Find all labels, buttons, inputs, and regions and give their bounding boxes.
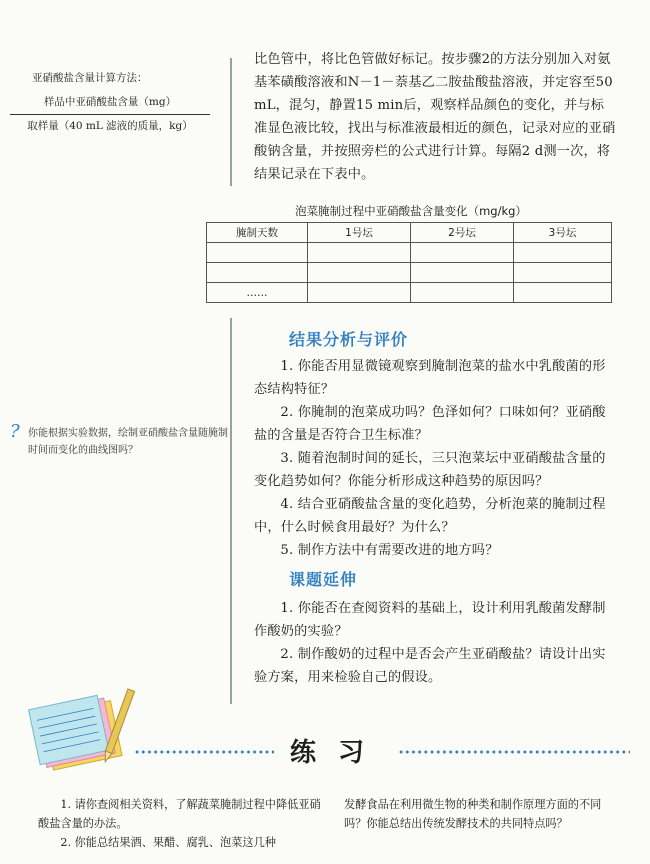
list-item: 2. 制作酸奶的过程中是否会产生亚硝酸盐？请设计出实验方案，用来检验自己的假设。 <box>254 647 606 685</box>
side-question <box>10 421 228 459</box>
list-item: 1. 你能否用显微镜观察到腌制泡菜的盐水中乳酸菌的形态结构特征？ <box>254 359 606 397</box>
exercise-title: 练习 <box>290 738 387 768</box>
intro-paragraph <box>254 48 616 186</box>
exercise-left-column <box>38 795 322 852</box>
list-item: 2. 你能总结果酒、果醋、腐乳、泡菜这几种 <box>60 836 276 849</box>
table-ellipsis: …… <box>207 283 308 303</box>
list-item: 5. 制作方法中有需要改进的地方吗？ <box>280 543 499 558</box>
table-header-cell: 腌制天数 <box>207 223 308 243</box>
table-caption: 泡菜腌制过程中亚硝酸盐含量变化（mg/kg） <box>295 204 527 218</box>
table-row <box>207 283 612 303</box>
list-item: 2. 你腌制的泡菜成功吗？色泽如何？口味如何？亚硝酸盐的含量是否符合卫生标准？ <box>254 405 606 443</box>
data-table <box>206 222 612 303</box>
question-text: 你能根据实验数据，绘制亚硝酸盐含量随腌制时间而变化的曲线图吗？ <box>28 428 228 456</box>
table-header-cell: 3号坛 <box>514 223 612 243</box>
dotted-divider <box>134 750 274 754</box>
formula-heading: 亚硝酸盐含量计算方法： <box>32 72 148 84</box>
sidebar-divider <box>230 58 232 186</box>
table-row <box>207 263 612 283</box>
sidebar-formula <box>10 70 220 134</box>
formula-fraction <box>10 94 210 134</box>
formula-numerator: 样品中亚硝酸盐含量（mg） <box>10 94 210 114</box>
table-header-cell: 2号坛 <box>411 223 514 243</box>
question-mark-icon: ? <box>10 421 20 442</box>
list-item: 4. 结合亚硝酸盐含量的变化趋势，分析泡菜的腌制过程中，什么时候食用最好？为什么？ <box>254 497 606 535</box>
list-item: 1. 请你查阅相关资料，了解蔬菜腌制过程中降低亚硝酸盐含量的办法。 <box>38 798 321 830</box>
list-item: 1. 你能否在查阅资料的基础上，设计利用乳酸菌发酵制作酸奶的实验？ <box>254 601 606 639</box>
table-row <box>207 243 612 263</box>
extension-heading: 课题延伸 <box>289 570 358 589</box>
table-header-row <box>207 223 612 243</box>
sidebar-divider <box>230 318 232 704</box>
results-list <box>254 355 616 562</box>
exercise-continuation: 发酵食品在利用微生物的种类和制作原理方面的不同吗？你能总结出传统发酵技术的共同特点吗？ <box>344 798 602 830</box>
table-header-cell: 1号坛 <box>308 223 411 243</box>
intro-text: 比色管中，将比色管做好标记。按步骤2的方法分别加入对氨基苯磺酸溶液和N－1－萘基乙二胺盐酸盐溶液，并定容至50 mL，混匀，静置15 min后，观察样品颜色的变化，并与标准显色液比较，找出与标准液最相近的颜色，记录对应的亚硝酸钠含量，并按照旁栏的公式进行计算。每隔2 d测一次，将结果记录在下表中。 <box>254 52 616 182</box>
results-heading: 结果分析与评价 <box>289 330 409 349</box>
exercise-right-column <box>344 795 620 833</box>
dotted-divider <box>398 750 630 754</box>
notebook-pen-icon <box>28 688 148 772</box>
extension-list <box>254 597 616 689</box>
formula-denominator: 取样量（40 mL 滤液的质量，kg） <box>27 119 193 132</box>
list-item: 3. 随着泡制时间的延长，三只泡菜坛中亚硝酸盐含量的变化趋势如何？你能分析形成这种趋势的原因吗？ <box>254 451 606 489</box>
